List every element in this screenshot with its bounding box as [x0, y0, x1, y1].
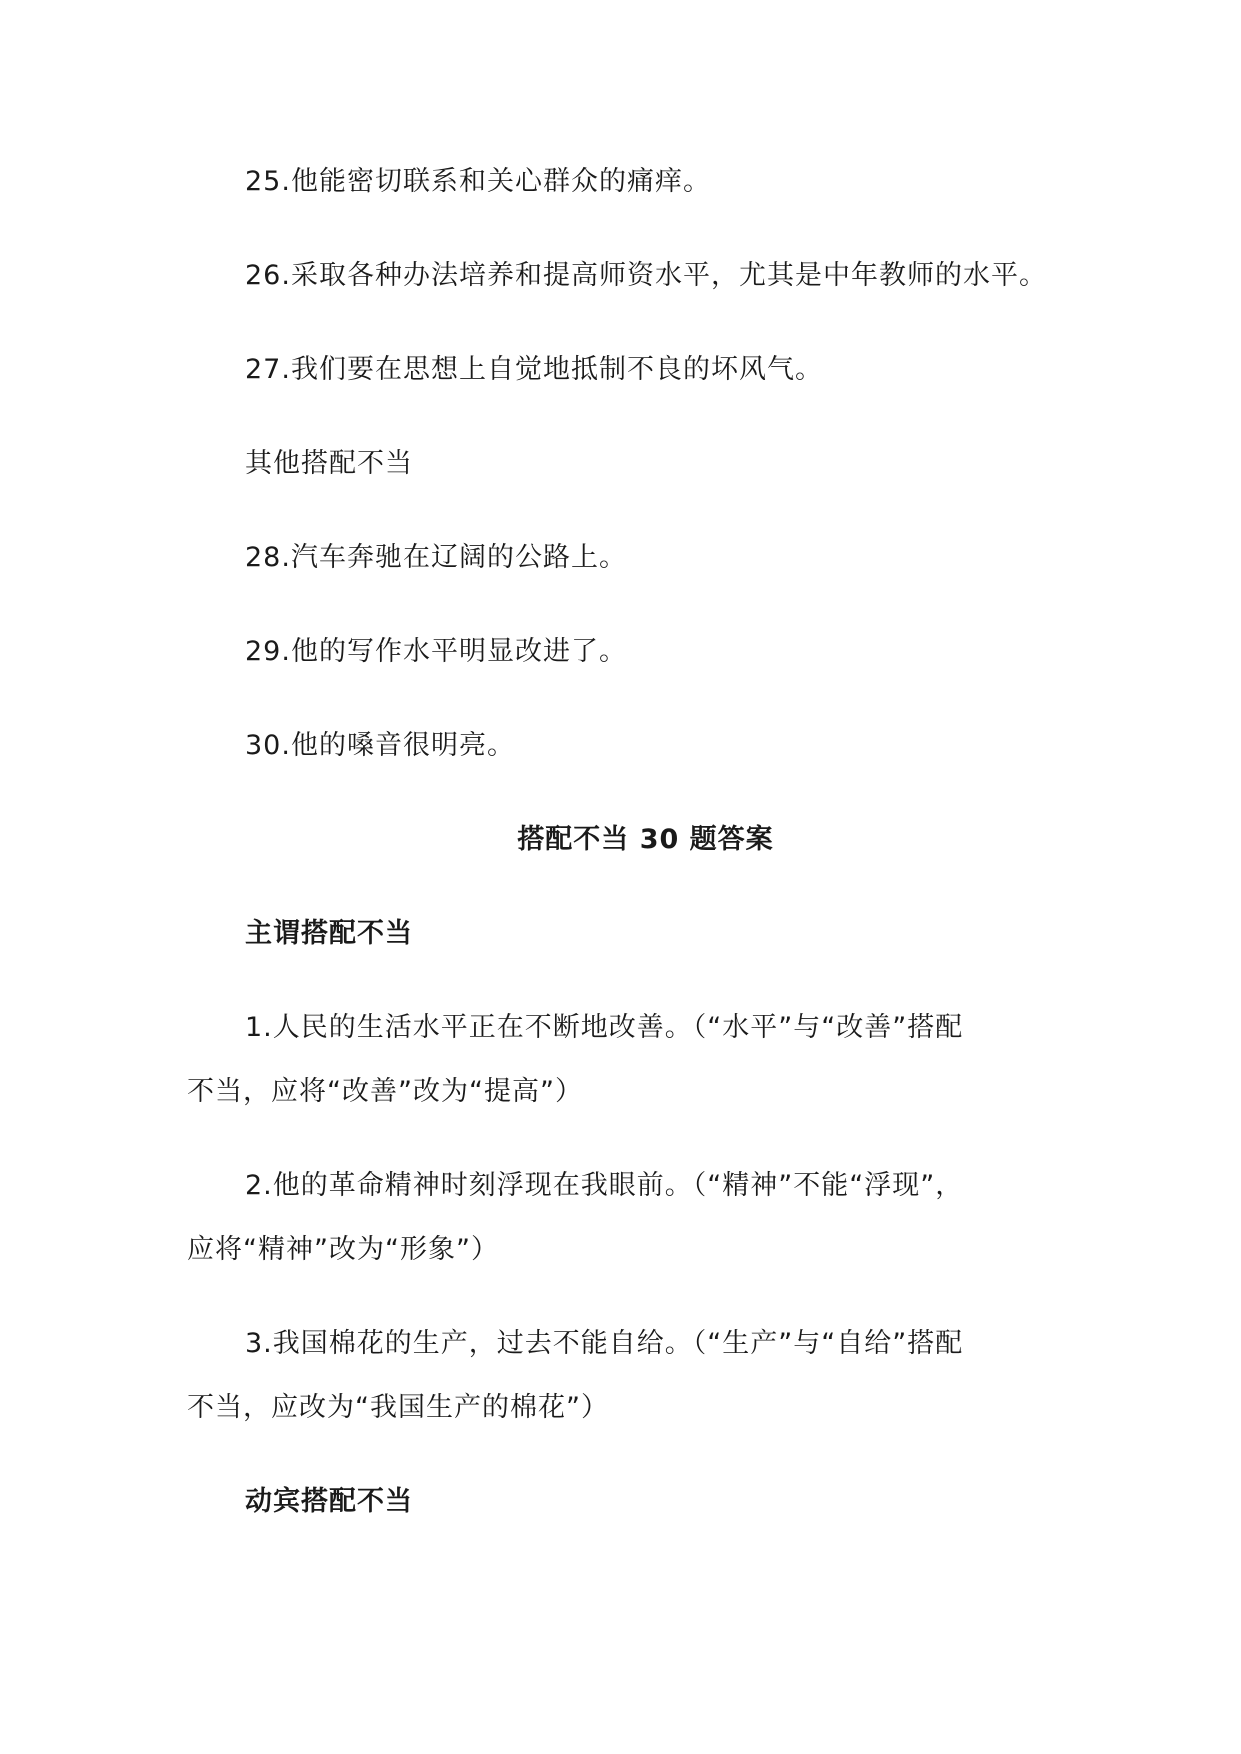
answer-3-line-1: 3.我国棉花的生产，过去不能自给。（“生产”与“自给”搭配	[245, 1328, 964, 1359]
answers-title: 搭配不当 30 题答案	[517, 824, 774, 855]
answer-2-line-2: 应将“精神”改为“形象”）	[187, 1234, 499, 1265]
section-heading-verb-object: 动宾搭配不当	[245, 1486, 413, 1517]
question-28: 28.汽车奔驰在辽阔的公路上。	[245, 542, 627, 573]
question-25: 25.他能密切联系和关心群众的痛痒。	[245, 166, 711, 197]
answer-1-line-2: 不当，应将“改善”改为“提高”）	[187, 1076, 583, 1107]
answer-2-line-1: 2.他的革命精神时刻浮现在我眼前。（“精神”不能“浮现”，	[245, 1170, 964, 1201]
answer-1-line-1: 1.人民的生活水平正在不断地改善。（“水平”与“改善”搭配	[245, 1012, 964, 1043]
question-29: 29.他的写作水平明显改进了。	[245, 636, 627, 667]
question-27: 27.我们要在思想上自觉地抵制不良的坏风气。	[245, 354, 823, 385]
question-30: 30.他的嗓音很明亮。	[245, 730, 515, 761]
question-26: 26.采取各种办法培养和提高师资水平，尤其是中年教师的水平。	[245, 260, 1047, 291]
section-heading-other: 其他搭配不当	[245, 448, 413, 479]
answer-3-line-2: 不当，应改为“我国生产的棉花”）	[187, 1392, 609, 1423]
section-heading-subject-predicate: 主谓搭配不当	[245, 918, 413, 949]
